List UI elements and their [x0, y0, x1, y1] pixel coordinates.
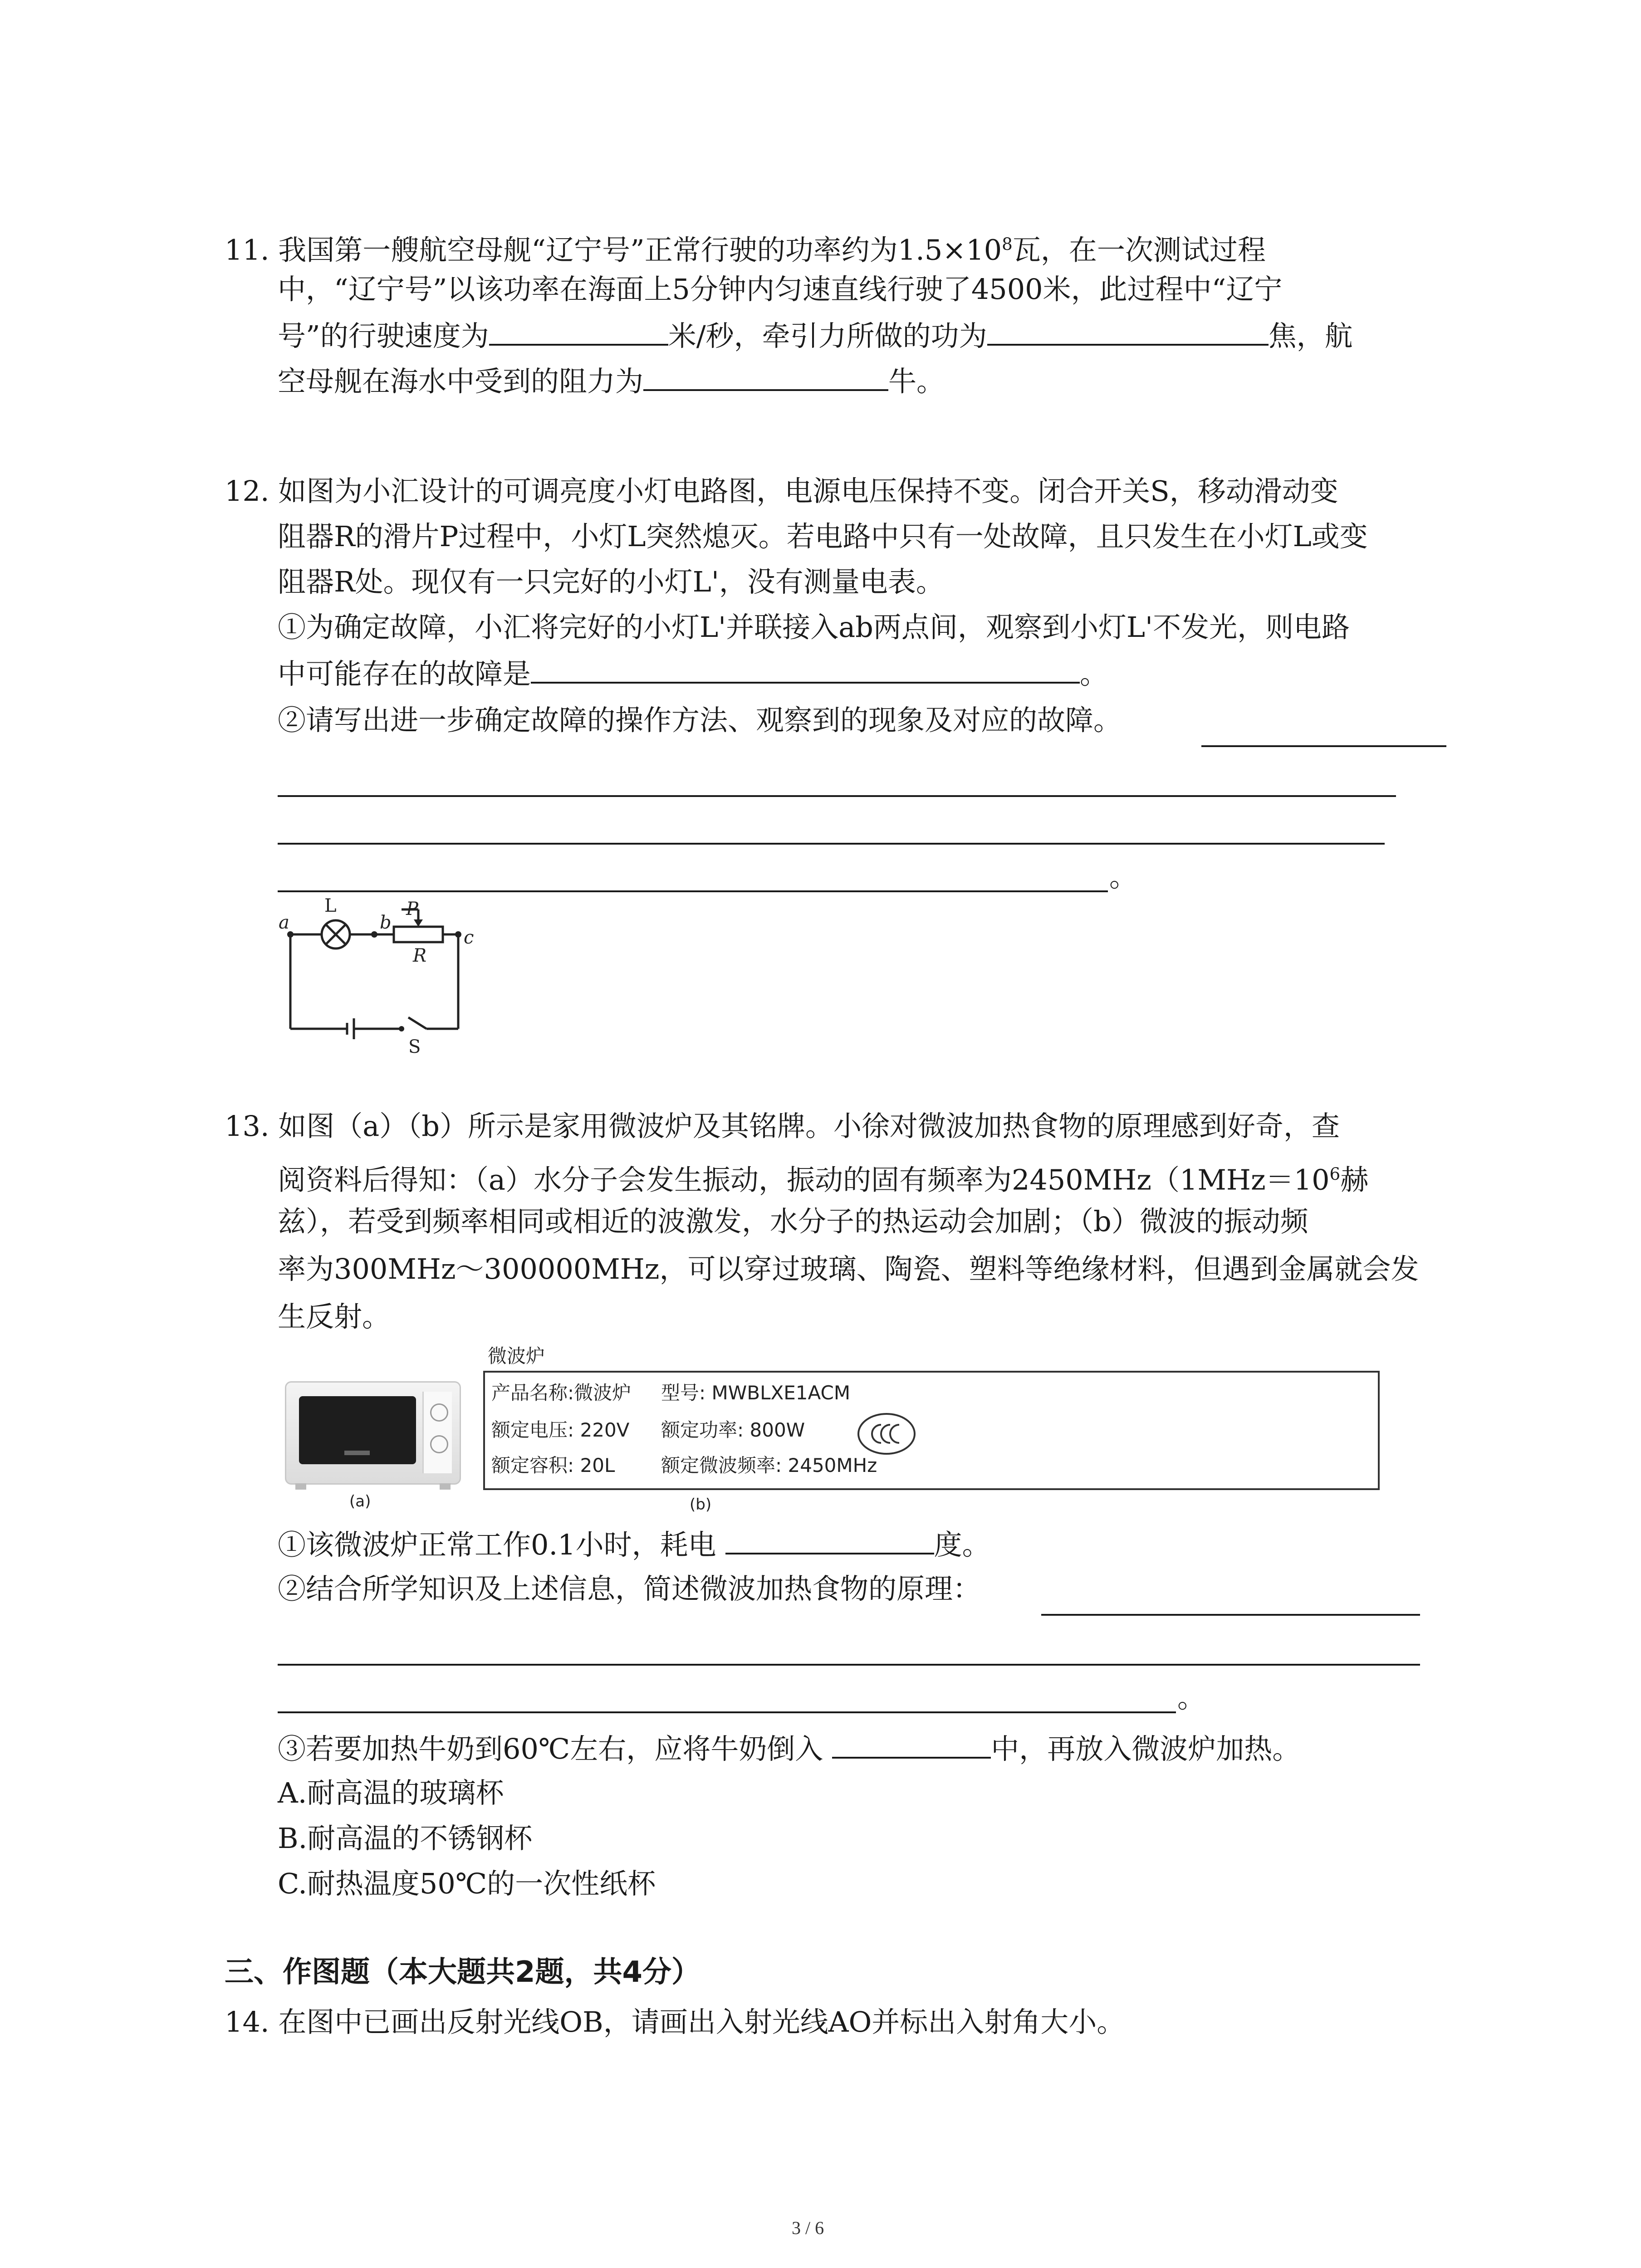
answer-blank-container[interactable] — [832, 1730, 991, 1759]
plate-voltage: 额定电压: 220V — [491, 1419, 630, 1441]
q12-line-6: ②请写出进一步确定故障的操作方法、观察到的现象及对应的故障。 — [278, 704, 1122, 737]
plate-title: 微波炉 — [488, 1345, 545, 1367]
plate-name: 产品名称:微波炉 — [491, 1382, 632, 1404]
q13-line-4: 率为300MHz～300000MHz，可以穿过玻璃、陶瓷、塑料等绝缘材料，但遇到金属就会发 — [278, 1252, 1419, 1286]
section-heading: 三、作图题（本大题共2题，共4分） — [225, 1955, 701, 1989]
end-mark: 。 — [1109, 860, 1138, 893]
q13-sub-1: ①该微波炉正常工作0.1小时，耗电 度。 — [278, 1525, 990, 1563]
answer-line[interactable] — [278, 795, 1396, 797]
option-b[interactable]: B.耐高温的不锈钢杯 — [278, 1822, 533, 1855]
q13-line-2: 阅资料后得知：（a）水分子会发生振动，振动的固有频率为$2450MHz(1MHz=10^6$赫 — [278, 1163, 1369, 1197]
nameplate — [483, 1371, 1380, 1490]
q13-sub-3: ③若要加热牛奶到60℃左右，应将牛奶倒入 中，再放入微波炉加热。 — [278, 1730, 1300, 1767]
answer-line[interactable] — [278, 1664, 1420, 1666]
point-b-label: b — [380, 912, 392, 933]
q13-line-5: 生反射。 — [278, 1300, 391, 1333]
q11-line-3: 号”的行驶速度为 米/秒，牵引力所做的功为 焦，航 — [278, 317, 1353, 354]
q13-sub-2: ②结合所学知识及上述信息，简述微波加热食物的原理： — [278, 1572, 981, 1605]
switch-label: S — [408, 1036, 421, 1057]
answer-line[interactable] — [1041, 1614, 1420, 1616]
switch-icon — [408, 1017, 426, 1029]
answer-blank-speed[interactable] — [489, 317, 668, 346]
q12-line-5: 中可能存在的故障是 。 — [278, 655, 1108, 692]
q12-line-2: 阻器R的滑片P过程中，小灯L突然熄灭。若电路中只有一处故障，且只发生在小灯L或变 — [278, 520, 1368, 553]
q12-line-1: 12. 如图为小汇设计的可调亮度小灯电路图，电源电压保持不变。闭合开关S，移动滑动变 — [225, 474, 1338, 508]
figure-b-caption: (b) — [690, 1496, 712, 1514]
q13-line-1: 13. 如图（a）（b）所示是家用微波炉及其铭牌。小徐对微波加热食物的原理感到好奇，查 — [225, 1110, 1340, 1143]
answer-blank-energy[interactable] — [725, 1525, 934, 1554]
end-mark: 。 — [1177, 1681, 1206, 1714]
answer-line[interactable] — [278, 843, 1385, 845]
answer-blank-resistance[interactable] — [643, 362, 888, 391]
option-c[interactable]: C.耐热温度50℃的一次性纸杯 — [278, 1867, 656, 1900]
dial-icon — [430, 1403, 448, 1422]
q12-line-4: ①为确定故障，小汇将完好的小灯L'并联接入ab两点间，观察到小灯L'不发光，则电路 — [278, 611, 1350, 644]
q11-line-4: 空母舰在海水中受到的阻力为 牛。 — [278, 362, 945, 400]
q13-line-3: 兹），若受到频率相同或相近的波激发，水分子的热运动会加剧；（b）微波的振动频 — [278, 1205, 1308, 1238]
answer-blank-work[interactable] — [987, 317, 1269, 346]
figure-a-caption: (a) — [349, 1492, 371, 1510]
q14-line-1: 14. 在图中已画出反射光线OB，请画出入射光线AO并标出入射角大小。 — [225, 2005, 1125, 2038]
answer-line[interactable] — [1201, 745, 1446, 747]
microwave-control-panel — [422, 1392, 452, 1473]
page-number: 3 / 6 — [792, 2218, 824, 2238]
dial-icon — [430, 1435, 448, 1453]
plate-frequency: 额定微波频率: 2450MHz — [661, 1454, 877, 1476]
plate-power: 额定功率: 800W — [661, 1419, 805, 1441]
ccc-certification-icon — [855, 1409, 918, 1459]
circuit-diagram — [272, 891, 490, 1059]
lamp-label: L — [324, 895, 337, 916]
q12-line-3: 阻器R处。现仅有一只完好的小灯L'，没有测量电表。 — [278, 565, 944, 598]
plate-model: 型号: MWBLXE1ACM — [661, 1382, 851, 1404]
microwave-door-window — [299, 1396, 416, 1464]
q11-line-1: 11. 我国第一艘航空母舰“辽宁号”正常行驶的功率约为$1.5\times 10^8$瓦，在一次测试过程 — [225, 233, 1266, 267]
point-c-label: c — [464, 927, 474, 948]
answer-blank-fault[interactable] — [531, 655, 1080, 684]
resistor-icon — [394, 927, 443, 942]
point-a-label: a — [279, 912, 289, 933]
option-a[interactable]: A.耐高温的玻璃杯 — [278, 1776, 504, 1809]
answer-line[interactable] — [278, 1711, 1176, 1713]
plate-capacity: 额定容积: 20L — [491, 1454, 615, 1476]
resistor-label: R — [413, 945, 427, 966]
microwave-image — [285, 1381, 461, 1485]
q11-line-2: 中，“辽宁号”以该功率在海面上5分钟内匀速直线行驶了4500米，此过程中“辽宁 — [278, 273, 1283, 306]
slider-label: P — [406, 899, 418, 919]
